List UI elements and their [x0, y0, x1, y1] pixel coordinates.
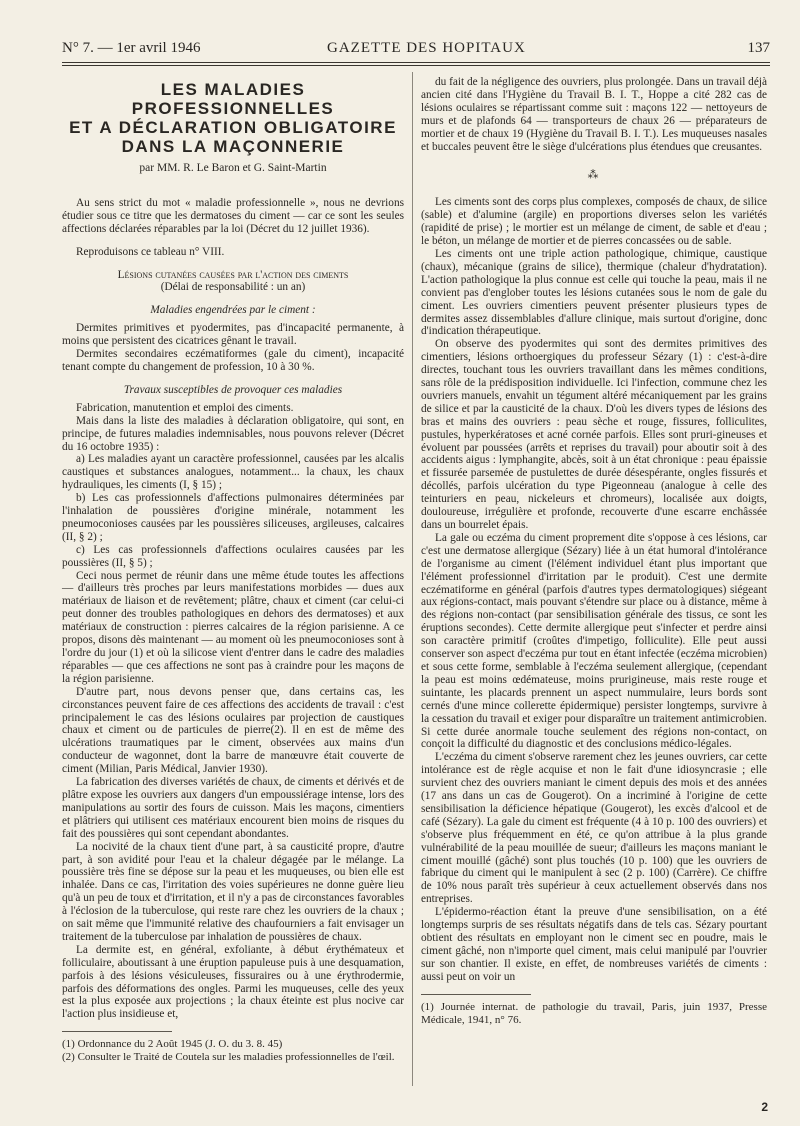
- paragraph: L'eczéma du ciment s'observe rarement chez les jeunes ouvriers, car cette intolérance est de règle acquise et non le fait d'une idiosyncrasie ; elle survient chez des ouvriers maniant le ciment depuis des mois et des années (17 ans dans un cas de Gougerot). On a incriminé à l'origine de cette sensibilisation la déficience hépatique (Gougerot), les excès d'alcool et de café (Sézary). La gale du ciment est fréquente (4 à 10 p. 100 des ouvriers) et s'observe plus fréquemment en été, ce qu'on attribue à la plus grande vulnérabilité de la peau mouillée de sueur; d'ailleurs les maçons maniant le ciment mouillé (gâché) sont plus touchés (10 p. 100) que les ouvriers de fabrique du ciment qui le manipulent à sec (2 p. 100) (Carrère). Ce chiffre de 10% nous paraît très supérieur à ceux actuellement observés dans nos entreprises.: [421, 751, 767, 906]
- paragraph: D'autre part, nous devons penser que, dans certains cas, les circonstances peuvent faire de ces affections des accidents de travail : c'est principalement le cas des lésions oculaires par projection de caustiques chaux et ciment ou de particules de pierre(2). Il en est de même des ulcérations traumatiques par le ciment, observées aux mains d'un conducteur de wagonnet, dont la barre de manœuvre était couverte de ciment (Milian, Paris Médical, Janvier 1930).: [62, 685, 404, 776]
- paragraph: Au sens strict du mot « maladie professionnelle », nous ne devrions étudier sous ce titre que les dermatoses du ciment — car ce sont les seules affections déclarées réparables par la loi (Décret du 12 juillet 1936).: [62, 196, 404, 235]
- footnote: (1) Journée internat. de pathologie du travail, Paris, juin 1937, Presse Médicale, 1941, n° 76.: [421, 1000, 767, 1026]
- header-rule: [62, 62, 770, 63]
- footnote: (2) Consulter le Traité de Coutela sur les maladies professionnelles de l'œil.: [62, 1051, 395, 1064]
- paragraph: La gale ou eczéma du ciment proprement dite s'oppose à ces lésions, car c'est une dermatose allergique (Sézary) liée à un état humoral d'intolérance de l'organisme au ciment (l'élément individuel étant plus important que l'élément professionnel d'irritation par le produit). C'est une dermite eczématiforme en général (parfois d'autres types dermatologiques) siégeant aux régions-contact, mais pouvant s'étendre sur place ou à distance, même à des régions non-contact (par sensibilisation générale des tissus, ce sont les éruptions secondes). Cette dermite allergique peut s'infecter et perdre ainsi son caractère primitif (croûtes d'impetigo, folliculite). Elle peut aussi conserver son aspect d'eczéma pur tout en étant infectée (eczéma microbien) et sous cette forme, semblable à l'eczéma seulement allergique, (cependant la peau est moins œdémateuse, moins prurigineuse, mais reste rouge et suintante, les placards prennent un aspect nummulaire, leurs bords sont cernés d'une mince collerette épidermique) persister longtemps, survivre à la cessation du travail et exiger pour disparaître un traitement antimicrobien. Si cette durée anormale touche seulement des régions non-contact, on conçoit la difficulté du diagnostic et des conclusions médico-légales.: [421, 531, 767, 751]
- title-line-3: DANS LA MAÇONNERIE: [121, 137, 345, 156]
- section-heading: Lésions cutanées causées par l'action des ciments: [117, 268, 349, 281]
- paragraph: b) Les cas professionnels d'affections pulmonaires déterminées par l'inhalation de poussières d'origine minérale, notamment les pneumoconioses causées par les poussières siliceuses, argileuses, calcaires (II, § 2) ;: [62, 492, 404, 543]
- header-rule-double: [62, 65, 770, 66]
- paragraph: La nocivité de la chaux tient d'une part, à sa causticité propre, d'autre part, à son avidité pour l'eau et la chaleur dégagée par le mélange. La poussière très fine se dépose sur la peau et les muqueuses, ou bien elle est inhalée. Dans ce cas, l'irritation des voies supérieures ne donne guère lieu qu'à un peu de toux et d'irritation, et il n'y a pas de circonstances favorables à l'éclosion de la tuberculose, qui reste rare chez les ouvriers de la chaux ; on sait même que l'immunité relative des chaufourniers a fait envisager un traitement de la tuberculose par inhalation de poussières de chaux.: [62, 840, 404, 943]
- paragraph: Reproduisons ce tableau n° VIII.: [76, 245, 225, 258]
- title-line-2: ET A DÉCLARATION OBLIGATOIRE: [69, 118, 397, 137]
- title-line-1: LES MALADIES PROFESSIONNELLES: [131, 80, 335, 118]
- footnote: (1) Ordonnance du 2 Août 1945 (J. O. du 3. 8. 45): [62, 1038, 283, 1051]
- paragraph: Fabrication, manutention et emploi des ciments.: [76, 401, 294, 414]
- paragraph: Ceci nous permet de réunir dans une même étude toutes les affections — d'ailleurs très proches par leurs manifestations morbides — dues aux matériaux de liaison et de revêtement; plâtre, chaux et ciment (car celui-ci peut donner des troubles pathologiques en dehors des dermatoses) et aux matériaux de construction : pierres calcaires de la région parisienne. A ce propos, disons dès maintenant — au moment où les pneumoconioses sont à l'ordre du jour (1) et où la silicose vient d'entrer dans le cadre des maladies réparables — que ces affections ne sont pas à craindre pour les maçons de la région parisienne.: [62, 569, 404, 685]
- footnote-rule: [421, 994, 531, 995]
- paragraph: Mais dans la liste des maladies à déclaration obligatoire, qui sont, en principe, de futures maladies indemnisables, nous pouvons relever (Décret du 16 octobre 1935) :: [62, 414, 404, 453]
- paragraph: a) Les maladies ayant un caractère professionnel, causées par les alcalis caustiques et substances analogues, notamment... la chaux, les chaux hydrauliques, les ciments (I, § 15) ;: [62, 453, 404, 492]
- page-number: 137: [747, 40, 770, 56]
- paragraph: On observe des pyodermites qui sont des dermites primitives des cimentiers, lésions orthoergiques du professeur Sézary (1) : c'est-à-dire directes, touchant tous les ouvriers travaillant dans les mêmes conditions, sans rôle de la prédisposition individuelle. Ici l'infection, commune chez les ouvriers manuels, envahit un tégument altéré mécaniquement par les grains de silice et par la causticité de la chaux. D'où les divers types de lésions des bras et mains des ouvriers : peau sèche et rouge, fissures, folliculites, pustules, hyperkératoses et acné cornée parfois. Elles sont pruri-gineuses et évoluent par poussées (arrêts et reprises du travail) pour aboutir soit à des accidents aigus : lymphangite, abcès, soit à un état chronique : peau épaissie et fissurée parsemée de pustulettes de durée désespérante, ongles fissurés et décollés, parfois ulcération du type Pigeonneau (analogue à celle des teinturiers en peau, nickeleurs et chromeurs), localisée aux doigts, douloureuse, irrégulière et profonde, recouverte d'une escarre enchâssée dans un bourrelet épais.: [421, 338, 767, 531]
- right-column: [421, 76, 767, 1026]
- page-mark: 2: [761, 1100, 768, 1114]
- section-break-stars: ⁂: [587, 169, 601, 182]
- paragraph: La fabrication des diverses variétés de chaux, de ciments et dérivés et de plâtre expose les ouvriers aux dangers d'un empoussiérage intense, lors des manipulations au sortir des fours de cuisson. Mais les maçons, cimentiers et plâtriers qui utilisent ces matériaux encourent bien moins de risques du fait des poussières qui sont cependant abondantes.: [62, 776, 404, 840]
- section-heading: Travaux susceptibles de provoquer ces maladies: [123, 383, 343, 396]
- column-divider: [412, 72, 413, 1086]
- issue-date: N° 7. — 1er avril 1946: [62, 40, 201, 56]
- running-header: [62, 40, 770, 62]
- byline: par MM. R. Le Baron et G. Saint-Martin: [139, 162, 327, 174]
- article-title: [62, 80, 404, 156]
- paragraph: Les ciments ont une triple action pathologique, chimique, caustique (chaux), mécanique (grains de silice), thermique (chaleur d'hydratation). L'action pathologique la plus connue est celle qui touche la peau, mais il ne convient pas d'englober toutes les lésions cutanées sous le nom de gale du ciment. Les ouvriers cimentiers peuvent présenter plusieurs types de dermites assez dissemblables d'allure clinique, mais surtout d'origine, donc d'indication thérapeutique.: [421, 247, 767, 338]
- paragraph: c) Les cas professionnels d'affections oculaires causées par les poussières (II, § 5) ;: [62, 543, 404, 569]
- paragraph: Dermites secondaires eczématiformes (gale du ciment), incapacité tenant compte du changement de profession, 10 à 30 %.: [62, 348, 404, 373]
- paragraph: du fait de la négligence des ouvriers, plus prolongée. Dans un travail déjà ancien cité dans l'Hygiène du Travail B. I. T., Hoppe a cité 282 cas de lésions oculaires se répartissant comme suit : maçons 122 — nettoyeurs de murs et de plafonds 64 — transporteurs de chaux 26 — préparateurs de mortier et de chaux 19 (Hygiène du Travail B. I. T.). Les muqueuses nasales et buccales peuvent être le siège d'ulcérations plus étendues que creusantes.: [421, 76, 767, 153]
- paragraph: Dermites primitives et pyodermites, pas d'incapacité permanente, à moins que persistent des cicatrices gênant le travail.: [62, 322, 404, 348]
- section-heading: Maladies engendrées par le ciment :: [150, 304, 316, 317]
- paragraph: L'épidermo-réaction étant la preuve d'une sensibilisation, on a été longtemps surpris de ses résultats négatifs dans de tels cas. Sézary pourtant obtient des résultats en employant non le ciment sec en poudre, mais le ciment gâché, non n'importe quel ciment, mais celui manipulé par l'ouvrier sur son chantier. Il existe, en effet, de nombreuses variétés de ciments : aussi peut on voir un: [421, 906, 767, 983]
- paragraph: La dermite est, en général, exfoliante, à début érythémateux et folliculaire, aboutissant à une éruption papuleuse puis à une desquamation, parfois à des lésions vésiculeuses, fissuraires ou à une érythrodermie, parfois des déformations des ongles. Parmi les muqueuses, celle des yeux est la plus exposée aux projections ; la chaux éteinte est plus nocive car l'action plus insidieuse et,: [62, 943, 404, 1021]
- journal-name: GAZETTE DES HOPITAUX: [327, 40, 526, 56]
- paragraph: Les ciments sont des corps plus complexes, composés de chaux, de silice (sable) et d'alumine (argile) en proportions diverses selon les variétés (rapidité de prise) ; le mortier est un mélange de ciment, de sable et d'eau ; le béton, un mélange de mortier et de pierres concassées ou de sable.: [421, 196, 767, 248]
- section-subheading: (Délai de responsabilité : un an): [160, 281, 306, 294]
- left-column: [62, 76, 404, 1064]
- footnote-rule: [62, 1031, 172, 1032]
